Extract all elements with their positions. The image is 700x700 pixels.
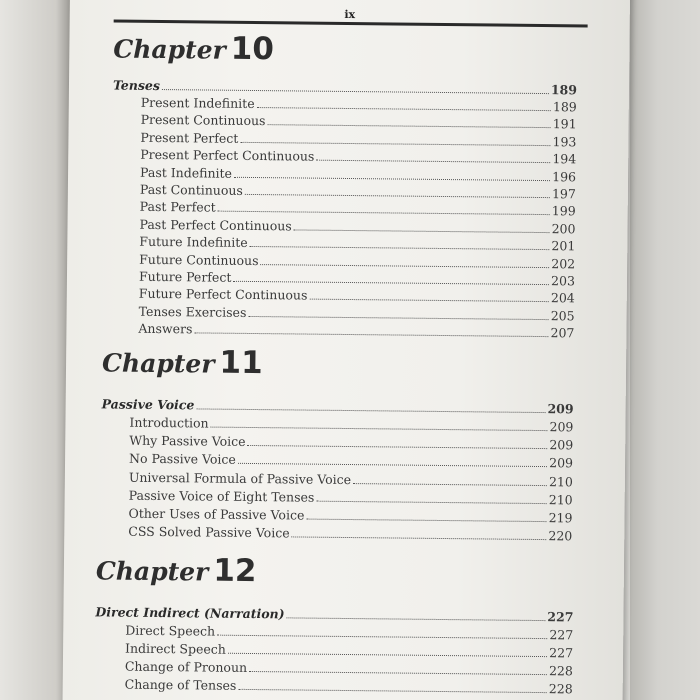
- dot-leader: [248, 316, 548, 320]
- chapter-word: Chapter: [113, 34, 226, 65]
- dot-leader: [316, 160, 550, 163]
- toc-entry-title: Change of Tenses: [124, 676, 237, 693]
- dot-leader: [211, 427, 548, 432]
- toc-entry-page: 209: [549, 419, 574, 435]
- toc-entry-title: Present Perfect Continuous: [140, 147, 315, 164]
- toc-main-title: Direct Indirect (Narration): [95, 604, 285, 622]
- dot-leader: [218, 211, 550, 215]
- toc-entry-title: Past Continuous: [139, 181, 243, 198]
- toc-entry-page: 200: [551, 220, 576, 237]
- toc-main-title: Passive Voice: [101, 396, 195, 413]
- toc-entry-page: 220: [548, 528, 573, 544]
- dot-leader: [238, 463, 547, 467]
- toc-entry-page: 210: [548, 473, 573, 489]
- toc-entry-title: Future Perfect Continuous: [138, 286, 308, 303]
- toc-entry-title: Passive Voice of Eight Tenses: [128, 487, 315, 505]
- toc-entry-title: Tenses Exercises: [138, 303, 247, 320]
- toc-entry-title: Past Perfect: [139, 199, 216, 215]
- toc-entry-page: 202: [551, 255, 576, 271]
- toc-entry-title: Future Perfect: [138, 268, 232, 285]
- toc-entry-title: Other Uses of Passive Voice: [128, 505, 305, 523]
- dot-leader: [257, 107, 551, 111]
- toc-entry-title: Why Passive Voice: [129, 432, 246, 450]
- toc-entry-title: Present Continuous: [140, 112, 266, 129]
- dot-leader: [162, 89, 549, 94]
- chapter-number: 11: [219, 344, 263, 382]
- toc-entry-title: Indirect Speech: [125, 640, 226, 657]
- toc-entry-title: Change of Pronoun: [124, 658, 248, 675]
- dot-leader: [309, 299, 548, 303]
- toc-entry-title: Universal Formula of Passive Voice: [128, 469, 352, 487]
- toc-entry-page: 199: [551, 203, 576, 219]
- toc-entry-page: 197: [551, 186, 576, 202]
- toc-entry-page: 209: [549, 455, 574, 471]
- toc-entry-page: 209: [549, 437, 574, 453]
- toc-main-page: 209: [547, 401, 574, 417]
- toc-entry-title: Past Perfect Continuous: [139, 216, 292, 234]
- toc-entry-page: 207: [550, 325, 575, 341]
- chapter-heading-10: [113, 30, 274, 68]
- toc-entry-title: Introduction: [129, 414, 209, 431]
- dot-leader: [292, 537, 547, 541]
- dot-leader: [249, 671, 547, 675]
- toc-entry-page: 205: [550, 307, 575, 324]
- toc-entry-page: 191: [552, 116, 577, 132]
- toc-entry: [125, 677, 573, 699]
- toc-entry-page: 193: [552, 133, 577, 150]
- toc-entry-title: Direct Speech: [125, 622, 216, 639]
- page-number: ix: [344, 7, 356, 22]
- toc-main-page: 227: [547, 609, 574, 625]
- chapter-heading-12: [96, 551, 257, 589]
- toc-entry-page: 204: [550, 290, 575, 306]
- dot-leader: [287, 617, 546, 621]
- toc-entry-page: 210: [548, 491, 573, 508]
- toc-entry-page: 227: [549, 645, 574, 661]
- dot-leader: [250, 246, 550, 250]
- chapter-number: 12: [213, 552, 257, 590]
- toc-entry-page: 203: [551, 273, 576, 289]
- toc-entry-title: Future Indefinite: [139, 233, 248, 251]
- toc-entry-page: 201: [551, 238, 576, 254]
- toc-entry-title: Present Perfect: [140, 129, 239, 146]
- dot-leader: [238, 689, 546, 693]
- toc-entry-title: Answers: [138, 320, 193, 337]
- dot-leader: [240, 142, 550, 146]
- toc-entry-title: CSS Solved Passive Voice: [128, 523, 290, 541]
- dot-leader: [217, 635, 547, 639]
- chapter-heading-11: [102, 343, 263, 381]
- toc-entry-title: Future Continuous: [139, 251, 259, 268]
- toc-entry: [128, 524, 572, 546]
- chapter-word: Chapter: [95, 556, 209, 587]
- toc-entry-page: 189: [552, 99, 577, 115]
- dot-leader: [353, 483, 547, 486]
- dot-leader: [294, 229, 550, 233]
- left-page-edge: [0, 0, 70, 700]
- dot-leader: [234, 176, 550, 180]
- chapter-number: 10: [230, 30, 275, 68]
- toc-main-page: 189: [550, 82, 578, 98]
- toc-entry-title: No Passive Voice: [129, 451, 236, 468]
- dot-leader: [245, 194, 550, 198]
- dot-leader: [194, 333, 548, 338]
- dot-leader: [261, 264, 550, 268]
- toc-entry-title: Past Indefinite: [140, 164, 233, 181]
- dot-leader: [267, 125, 550, 129]
- toc-entry-page: 228: [548, 681, 573, 697]
- dot-leader: [306, 519, 546, 523]
- toc-page: [62, 0, 630, 700]
- chapter-word: Chapter: [101, 348, 215, 379]
- dot-leader: [196, 408, 545, 413]
- right-page-edge: [630, 0, 700, 700]
- dot-leader: [316, 500, 546, 503]
- toc-entry-page: 194: [552, 151, 577, 167]
- toc-entry-title: Present Indefinite: [140, 94, 255, 112]
- toc-entry: [138, 321, 574, 343]
- toc-entry-page: 227: [549, 627, 574, 643]
- toc-entry-page: 196: [552, 168, 577, 184]
- dot-leader: [233, 281, 549, 285]
- dot-leader: [248, 445, 548, 449]
- toc-entry-page: 228: [548, 663, 573, 679]
- toc-main-title: Tenses: [112, 77, 161, 94]
- dot-leader: [228, 653, 547, 657]
- toc-entry-page: 219: [548, 510, 573, 526]
